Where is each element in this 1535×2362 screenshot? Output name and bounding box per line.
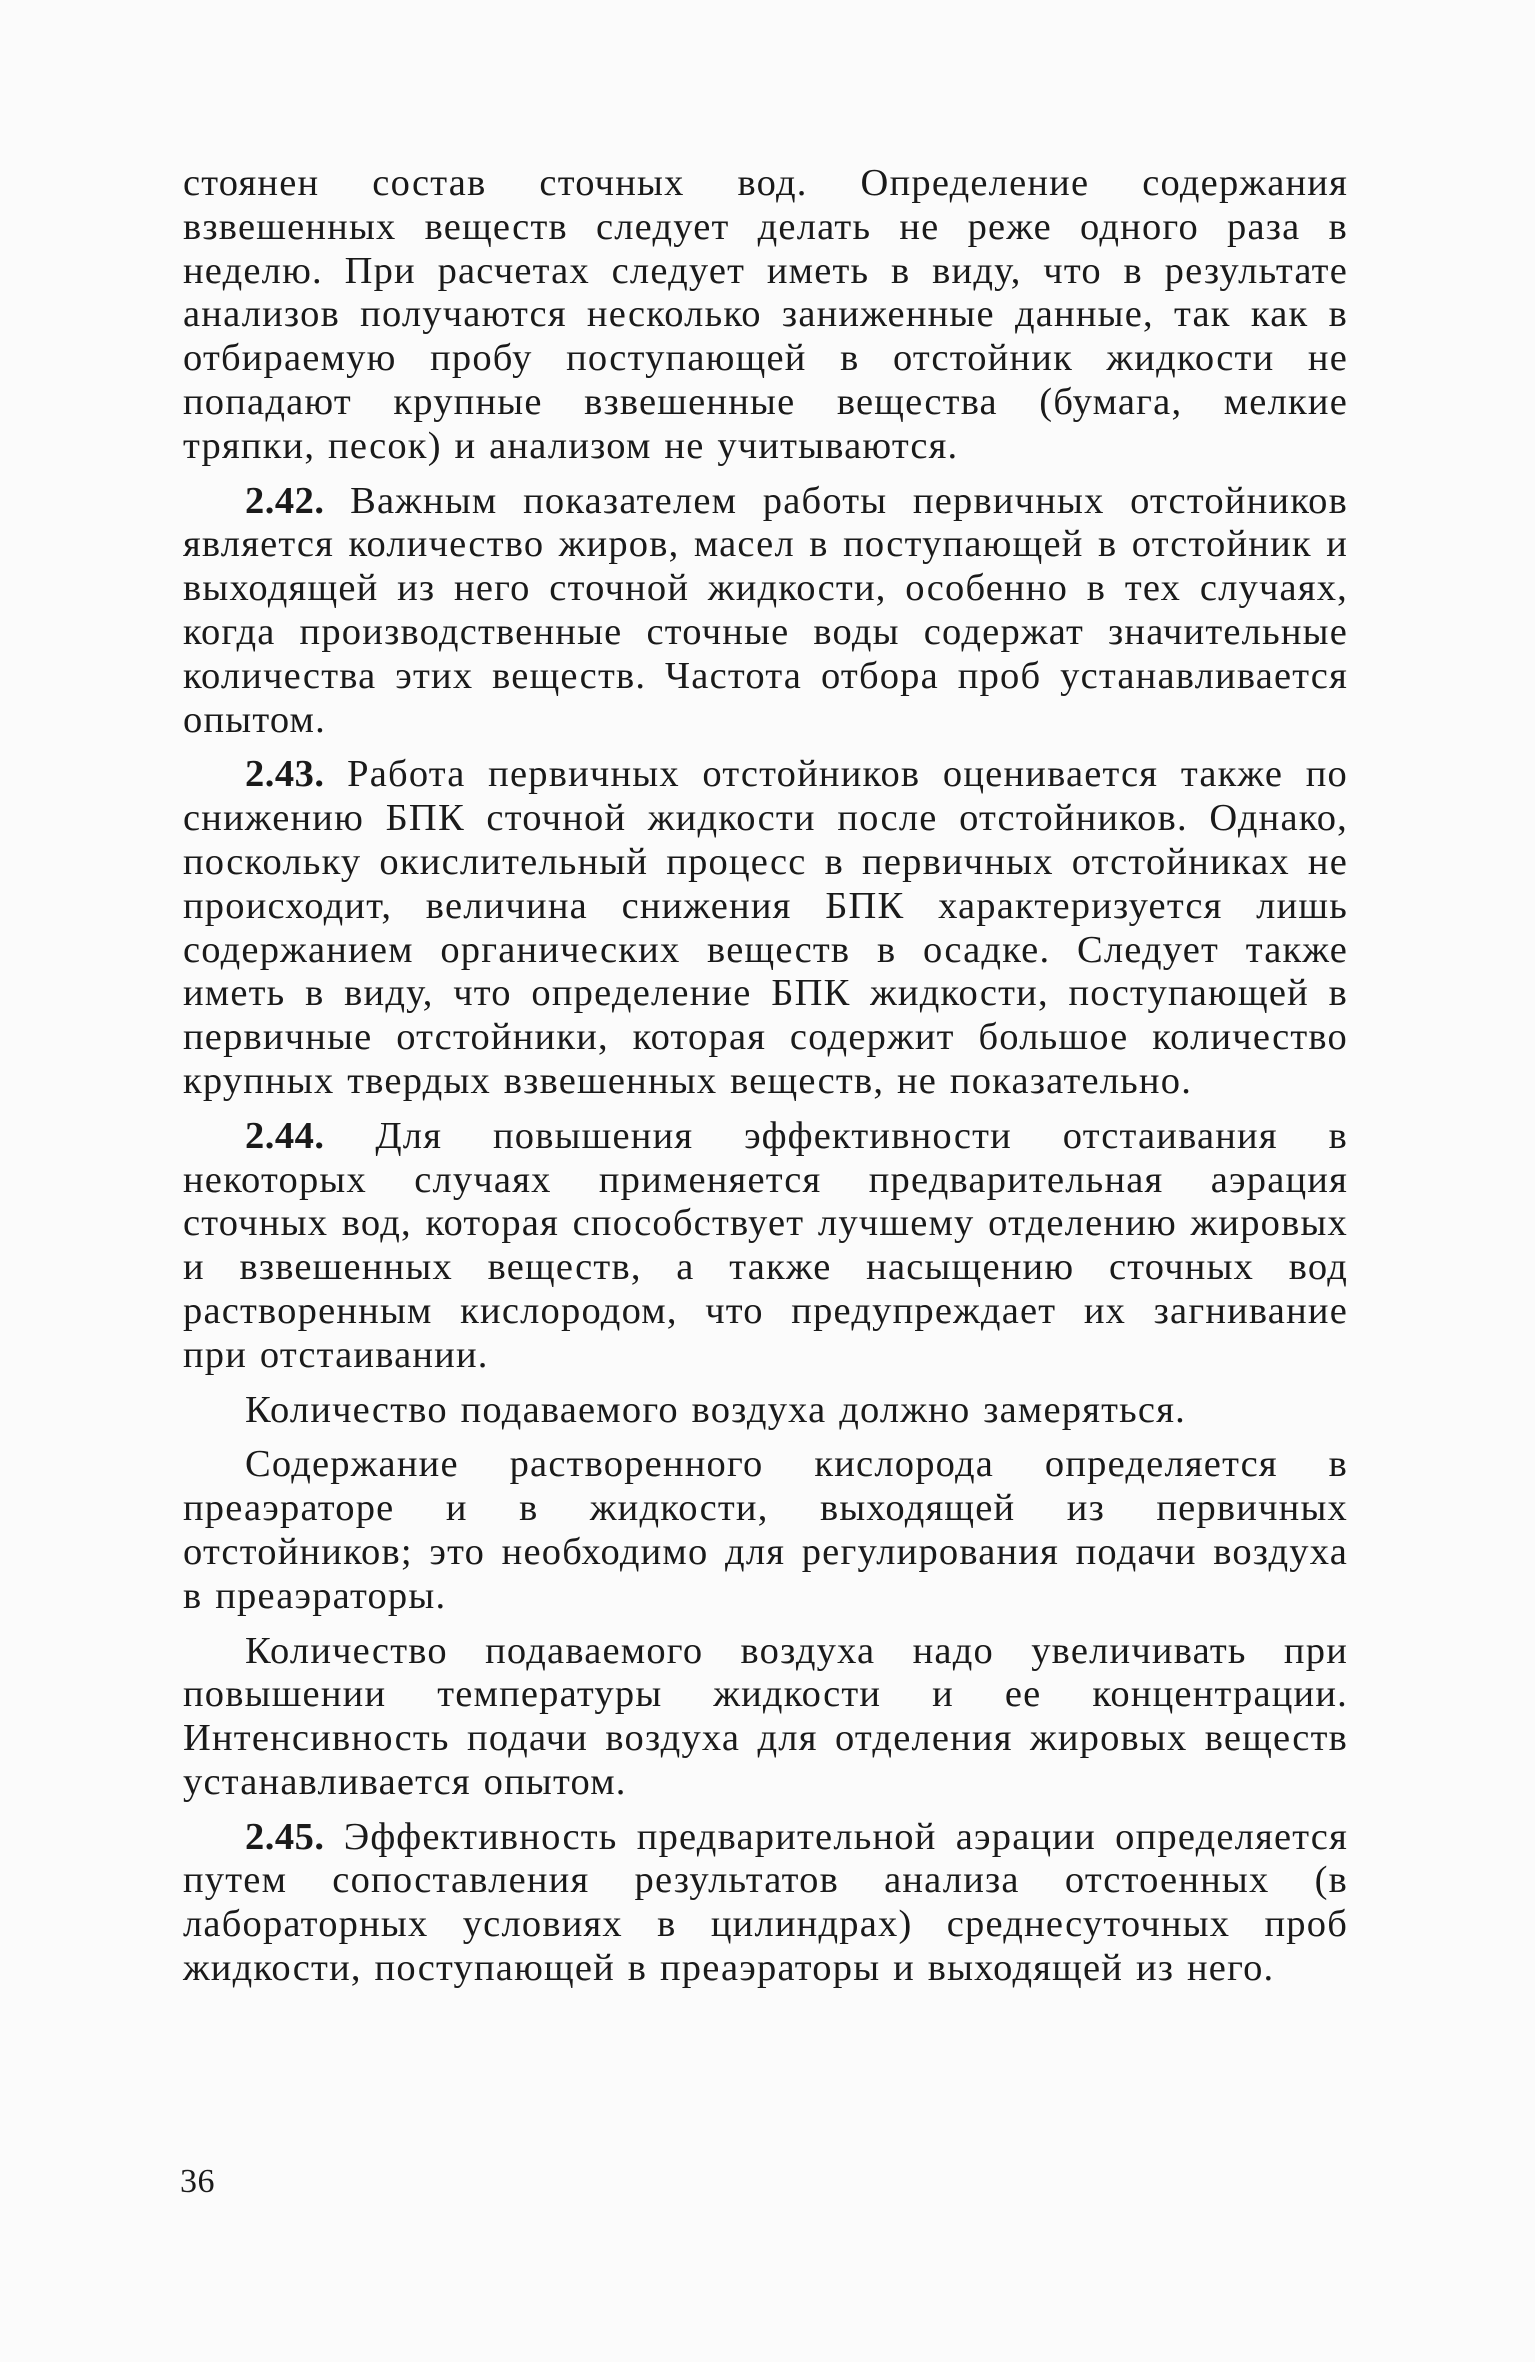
paragraph-text: стоянен состав сточных вод. Определение содержания взвешенных веществ следует делать не реже одного раза в неделю. При расчетах следует иметь в виду, что в результате анализов получаются несколько заниженные данные, так как в отбираемую пробу поступающей в отстойник жидкости не попадают крупные взвешенные вещества (бумага, мелкие тряпки, песок) и анализом не учитываются. [183, 162, 1348, 467]
paragraph-2-42 [183, 480, 1348, 743]
paragraph-text: Количество подаваемого воздуха должно замеряться. [245, 1388, 1186, 1431]
paragraph-air-quantity [183, 1630, 1348, 1805]
paragraph-text: Количество подаваемого воздуха надо увеличивать при повышении температуры жидкости и ее концентрации. Интенсивность подачи воздуха для отделения жировых веществ устанавливается опытом. [183, 1629, 1348, 1803]
section-number: 2.42. [245, 479, 325, 522]
paragraph-text: Работа первичных отстойников оценивается также по снижению БПК сточной жидкости после отстойников. Однако, поскольку окислительный процесс в первичных отстойниках не происходит, величина снижения БПК характеризуется лишь содержанием органических веществ в осадке. Следует также иметь в виду, что определение БПК жидкости, поступающей в первичные отстойники, которая содержит большое количество крупных твердых взвешенных веществ, не показательно. [183, 753, 1348, 1102]
paragraph-continuation [183, 162, 1348, 469]
paragraph-dissolved-oxygen [183, 1443, 1348, 1618]
paragraph-text: Содержание растворенного кислорода определяется в преаэраторе и в жидкости, выходящей из первичных отстойников; это необходимо для регулирования подачи воздуха в преаэраторы. [183, 1443, 1348, 1617]
section-number: 2.45. [245, 1815, 325, 1858]
section-number: 2.43. [245, 753, 325, 796]
section-number: 2.44. [245, 1114, 325, 1157]
paragraph-2-44 [183, 1115, 1348, 1378]
paragraph-air-measurement [183, 1389, 1348, 1433]
paragraph-text: Для повышения эффективности отстаивания в некоторых случаях применяется предварительная аэрация сточных вод, которая способствует лучшему отделению жировых и взвешенных веществ, а также насыщению сточных вод растворенным кислородом, что предупреждает их загнивание при отстаивании. [183, 1114, 1348, 1376]
paragraph-2-45 [183, 1816, 1348, 1991]
paragraph-text: Эффективность предварительной аэрации определяется путем сопоставления результатов анализа отстоенных (в лабораторных условиях в цилиндрах) среднесуточных проб жидкости, поступающей в преаэраторы и выходящей из него. [183, 1815, 1348, 1990]
paragraph-text: Важным показателем работы первичных отстойников является количество жиров, масел в поступающей в отстойник и выходящей из него сточной жидкости, особенно в тех случаях, когда производственные сточные воды содержат значительные количества этих веществ. Частота отбора проб устанавливается опытом. [183, 479, 1348, 741]
body-text [183, 162, 1348, 2002]
paragraph-2-43 [183, 753, 1348, 1103]
page-number: 36 [180, 2163, 215, 2200]
